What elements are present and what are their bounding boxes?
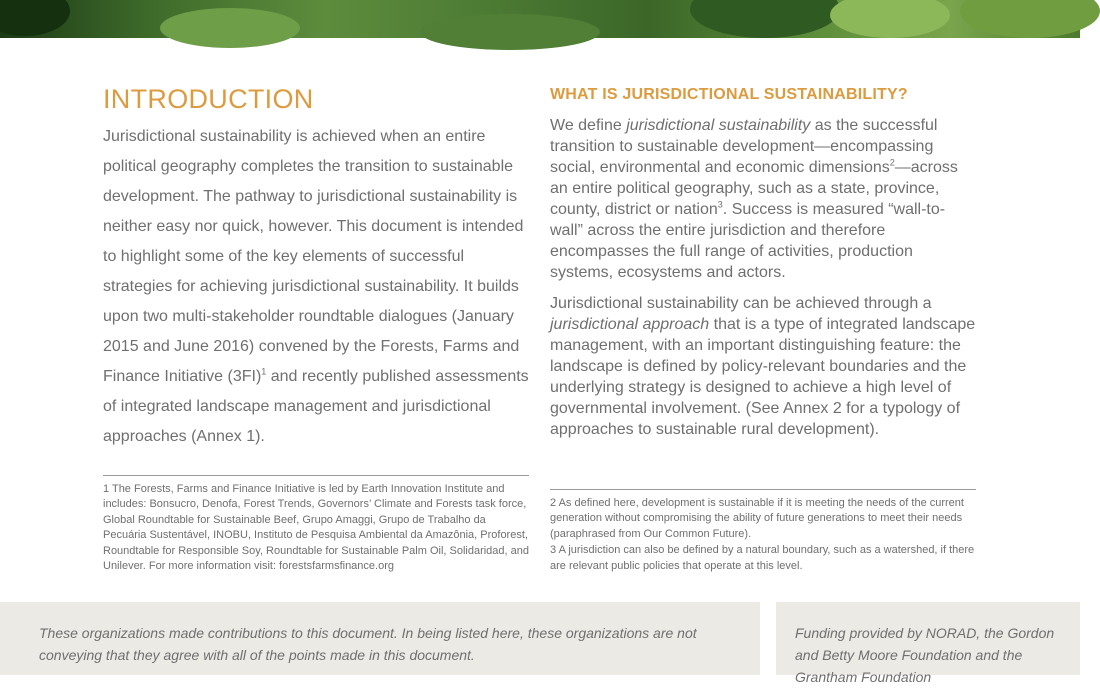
foliage-shape	[420, 14, 600, 50]
foliage-shape	[0, 0, 70, 36]
defined-term: jurisdictional sustainability	[626, 117, 811, 134]
definition-paragraph	[550, 115, 976, 283]
introduction-heading: INTRODUCTION	[103, 84, 314, 114]
foliage-shape	[960, 0, 1100, 38]
definition-text-b: as the successful transition to sustainable development—encompassing social, environmental and economic dimensions	[550, 117, 938, 176]
foliage-shape	[160, 8, 300, 48]
intro-text-b: and recently published assessments of integrated landscape management and jurisdictional approaches (Annex 1).	[103, 368, 529, 445]
foliage-shape	[690, 0, 840, 38]
footnote-ref: 1	[261, 366, 267, 377]
header-photo-banner	[0, 0, 1080, 38]
footnote-divider	[103, 475, 529, 476]
definition-text-d: . Success is measured “wall-to-wall” across the entire jurisdiction and therefore encompasses the full range of activities, production systems, ecosystems and actors.	[550, 201, 946, 281]
intro-text-a: Jurisdictional sustainability is achieved when an entire political geography completes the transition to sustainable development. The pathway to jurisdictional sustainability is neither easy nor quick, however. This document is intended to highlight some of the key elements of successful strategies for achieving jurisdictional sustainability. It builds upon two multi-stakeholder roundtable dialogues (January 2015 and June 2016) convened by the Forests, Farms and Finance Initiative (3FI)	[103, 128, 524, 385]
funding-note: Funding provided by NORAD, the Gordon and Betty Moore Foundation and the Grantham Foundation	[795, 625, 1055, 685]
footnote-1: 1 The Forests, Farms and Finance Initiative is led by Earth Innovation Institute and includes: Bonsucro, Denofa, Forest Trends, Governors’ Climate and Forests task force, Global Roundtable for Sustainable Beef, Grupo Amaggi, Grupo de Trabalho da Pecuária Sustentável, INOBU, Instituto de Pesquisa Ambiental da Amazônia, Proforest, Roundtable for Responsible Soy, Roundtable for Sustainable Palm Oil, Solidaridad, and Unilever. For more information visit: forestsfarmsfinance.org	[103, 483, 529, 573]
foliage-shape	[830, 0, 950, 38]
footnote-divider	[550, 489, 976, 490]
contributors-panel	[0, 602, 760, 675]
footnote-2: 2 As defined here, development is sustainable if it is meeting the needs of the current generation without compromising the ability of future generations to meet their needs (paraphrased from Our Common Future).	[550, 497, 964, 540]
contributors-note: These organizations made contributions to this document. In being listed here, these organizations are not conveying that they agree with all of the points made in this document.	[39, 625, 697, 663]
introduction-paragraph	[103, 122, 529, 452]
approach-text-b: that is a type of integrated landscape management, with an important distinguishing feature: the landscape is defined by policy-relevant boundaries and the underlying strategy is designed to achieve a high level of governmental involvement. (See Annex 2 for a typology of approaches to sustainable rural development).	[550, 316, 976, 438]
what-is-section	[550, 85, 976, 440]
approach-paragraph	[550, 293, 976, 440]
footnote-block-right	[550, 489, 976, 574]
approach-text-a: Jurisdictional sustainability can be achieved through a	[550, 295, 932, 312]
footnote-block-left	[103, 475, 529, 574]
introduction-section	[103, 82, 529, 452]
footnote-ref: 2	[889, 157, 895, 168]
footnote-3: 3 A jurisdiction can also be defined by a natural boundary, such as a watershed, if there are relevant public policies that operate at this level.	[550, 544, 975, 572]
what-is-heading: WHAT IS JURISDICTIONAL SUSTAINABILITY?	[550, 86, 908, 103]
definition-text-c: —across an entire political geography, such as a state, province, county, district or nation	[550, 159, 958, 218]
approach-term: jurisdictional approach	[550, 316, 710, 333]
definition-text-a: We define	[550, 117, 627, 134]
funding-panel	[776, 602, 1080, 685]
footnote-ref: 3	[717, 199, 723, 210]
